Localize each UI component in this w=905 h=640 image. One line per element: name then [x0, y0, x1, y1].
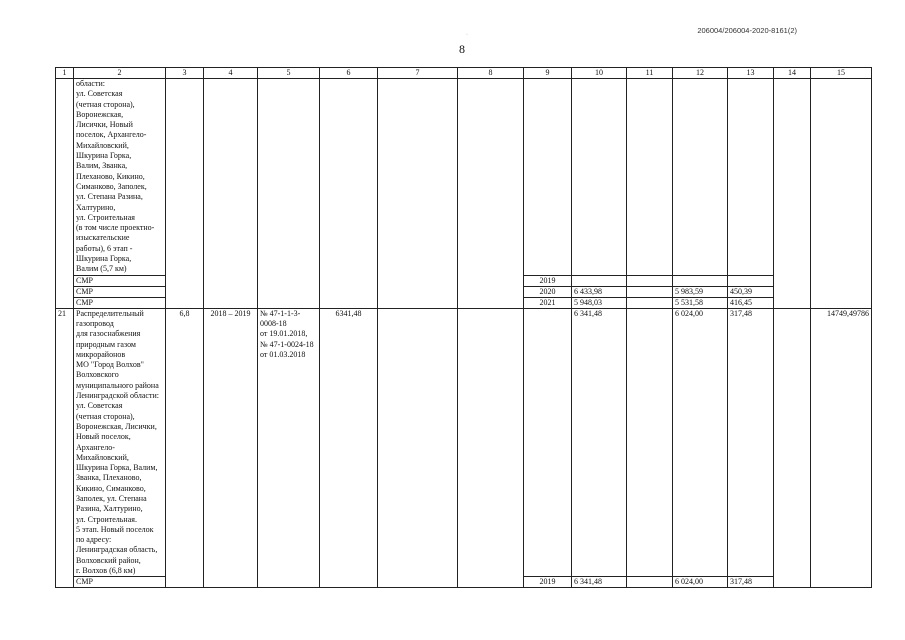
value-cell: [627, 275, 673, 286]
header-cell: 3: [166, 68, 204, 79]
page-number: 8: [459, 42, 465, 56]
value-cell: 317,48: [728, 577, 774, 588]
period-cell: 2018 – 2019: [204, 308, 258, 588]
header-cell: 4: [204, 68, 258, 79]
year-cell: 2019: [524, 275, 572, 286]
value-cell: 5 983,59: [673, 286, 728, 297]
header-cell: 2: [74, 68, 166, 79]
year-cell: 2021: [524, 297, 572, 308]
header-cell: 6: [320, 68, 378, 79]
value-cell: [627, 297, 673, 308]
value-cell: 450,39: [728, 286, 774, 297]
header-cell: 14: [774, 68, 811, 79]
year-cell: [524, 308, 572, 577]
col8-cell: [458, 308, 524, 588]
value-cell: 5 531,58: [673, 297, 728, 308]
header-cell: 15: [811, 68, 872, 79]
value-cell: [572, 275, 627, 286]
row-number-cell: 21: [56, 308, 74, 588]
length-cell: 6,8: [166, 308, 204, 588]
header-cell: 8: [458, 68, 524, 79]
col14-cell: [774, 79, 811, 309]
value-cell: 6 341,48: [572, 308, 627, 577]
col14-cell: [774, 308, 811, 588]
header-cell: 7: [378, 68, 458, 79]
value-cell: [627, 577, 673, 588]
value-cell: [673, 275, 728, 286]
col15-cell: [811, 79, 872, 309]
header-cell: 5: [258, 68, 320, 79]
sub-label-cell: СМР: [74, 275, 166, 286]
col7-cell: [378, 79, 458, 309]
value-cell: 416,45: [728, 297, 774, 308]
sub-label-cell: СМР: [74, 577, 166, 588]
table-row: [56, 79, 872, 276]
value-cell: [728, 79, 774, 276]
value-cell: 6 024,00: [673, 577, 728, 588]
value-cell: [673, 79, 728, 276]
total-cell: 14749,49786: [811, 308, 872, 588]
value-cell: [627, 79, 673, 276]
header-row: [56, 68, 872, 79]
period-cell: [204, 79, 258, 309]
description-cell: области: ул. Советская (четная сторона), Воронежская, Лисички, Новый поселок, Архангело- Михайловский, Шкурина Горка, Валим, Званка, Плеханово, Кикино, Симанково, Заполек, ул. Степана Разина, Халтурино, ул. Строительная (в том числе проектно- изыскательские работы), 6 этап - Шкурина Горка, Валим (5,7 км): [74, 79, 166, 276]
scan-speck: ·: [466, 32, 468, 38]
value-cell: 5 948,03: [572, 297, 627, 308]
year-cell: [524, 79, 572, 276]
year-cell: 2019: [524, 577, 572, 588]
length-cell: [166, 79, 204, 309]
table-row: [56, 308, 872, 577]
value-cell: [728, 275, 774, 286]
header-cell: 9: [524, 68, 572, 79]
value-cell: [627, 308, 673, 577]
col7-cell: [378, 308, 458, 588]
header-cell: 13: [728, 68, 774, 79]
value-cell: 317,48: [728, 308, 774, 577]
value-cell: [572, 79, 627, 276]
value-cell: 6 341,48: [572, 577, 627, 588]
value-cell: 6 433,98: [572, 286, 627, 297]
cost-cell: 6341,48: [320, 308, 378, 588]
cost-cell: [320, 79, 378, 309]
value-cell: [627, 286, 673, 297]
sub-label-cell: СМР: [74, 286, 166, 297]
sub-label-cell: СМР: [74, 297, 166, 308]
row-number-cell: [56, 79, 74, 309]
description-cell: Распределительный газопровод для газоснабжения природным газом микрорайонов МО "Город Волхов" Волховского муниципального района Ленинградской области: ул. Советская (четная сторона), Воронежская, Лисички, Новый поселок, Архангело- Михайловский, Шкурина Горка, Валим, Званка, Плеханово, Кикино, Симанково, Заполек, ул. Степана Разина, Халтурино, ул. Строительная. 5 этап. Новый поселок по адресу: Ленинградская область, Волховский район, г. Волхов (6,8 км): [74, 308, 166, 577]
value-cell: 6 024,00: [673, 308, 728, 577]
header-cell: 1: [56, 68, 74, 79]
permit-cell: [258, 79, 320, 309]
header-cell: 12: [673, 68, 728, 79]
year-cell: 2020: [524, 286, 572, 297]
data-table: [55, 67, 872, 588]
col8-cell: [458, 79, 524, 309]
permit-cell: № 47-1-1-3- 0008-18 от 19.01.2018, № 47-1-0024-18 от 01.03.2018: [258, 308, 320, 588]
header-cell: 10: [572, 68, 627, 79]
document-number: 206004/206004-2020-8161(2): [697, 26, 797, 35]
header-cell: 11: [627, 68, 673, 79]
